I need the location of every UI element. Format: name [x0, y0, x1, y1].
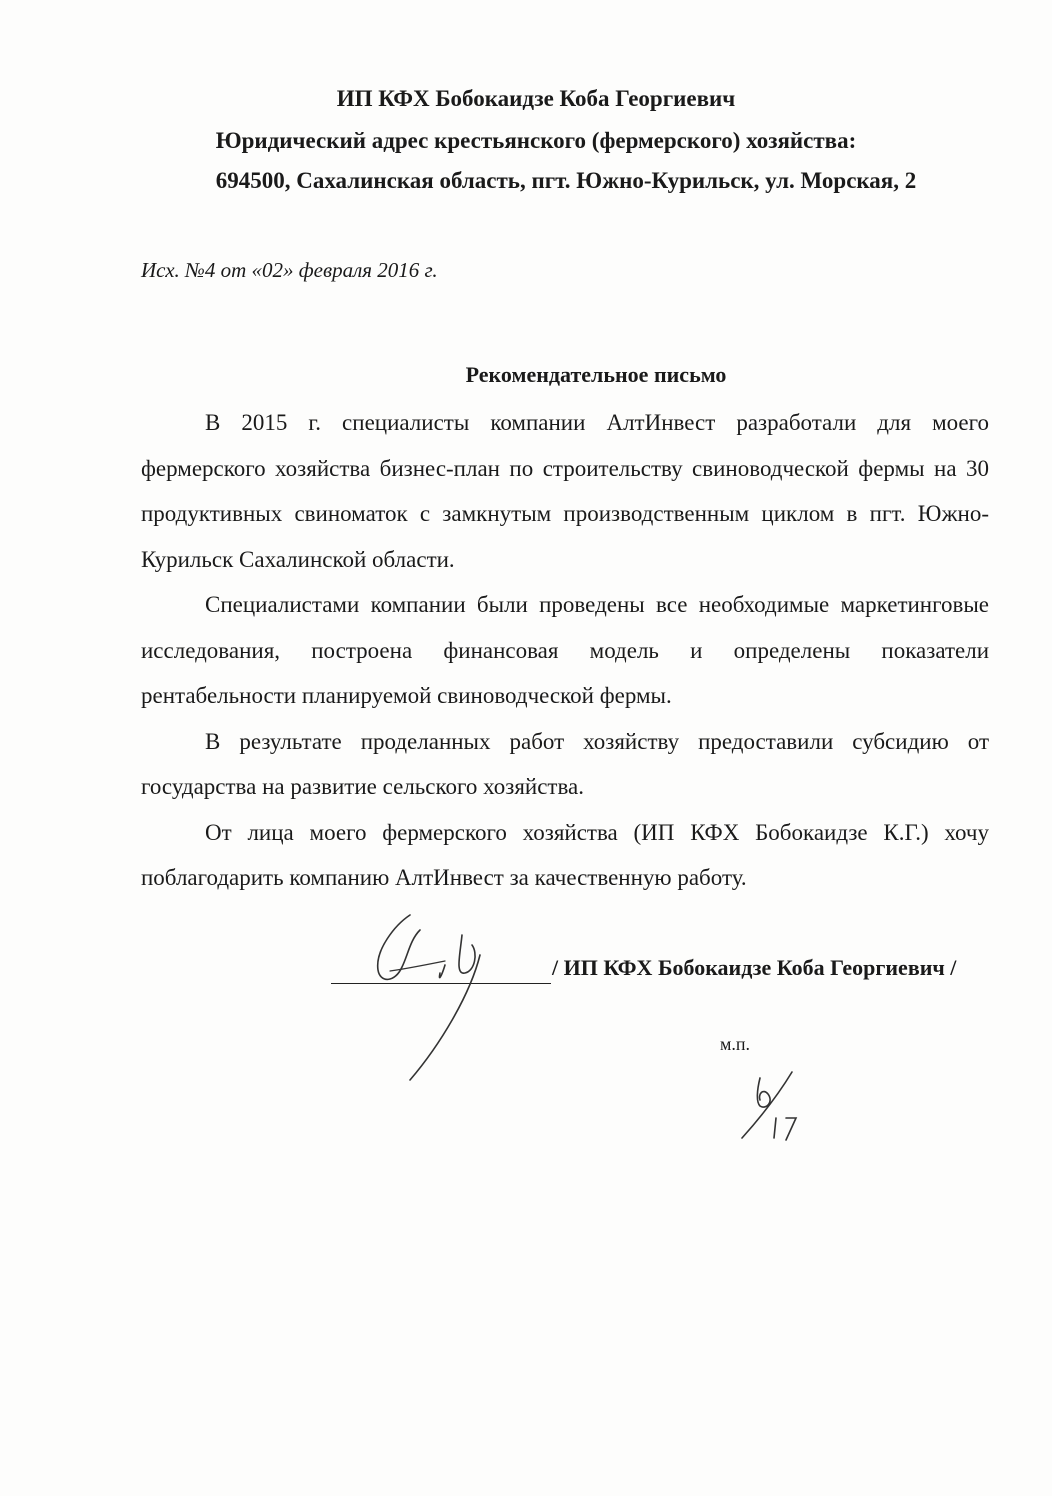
legal-address: 694500, Сахалинская область, пгт. Южно-Курильск, ул. Морская, 2 [215, 168, 917, 193]
address-label: Юридический адрес крестьянского (фермерского) хозяйства: [215, 128, 857, 153]
outgoing-reference: Исх. №4 от «02» февраля 2016 г. [141, 258, 438, 282]
paragraph: В 2015 г. специалисты компании АлтИнвест разработали для моего фермерского хозяйства бизнес-план по строительству свиноводческой фермы на 30 продуктивных свиноматок с замкнутым производственным циклом в пгт. Южно-Курильск Сахалинской области. [141, 410, 989, 572]
signatory-caption: / ИП КФХ Бобокаидзе Коба Георгиевич / [552, 955, 957, 980]
handwritten-signature [350, 895, 510, 1095]
paragraph: От лица моего фермерского хозяйства (ИП КФХ Бобокаидзе К.Г.) хочу поблагодарить компанию АлтИнвест за качественную работу. [141, 819, 989, 890]
paragraph: Специалистами компании были проведены все необходимые маркетинговые исследования, построена финансовая модель и определены показатели рентабельности планируемой свиноводческой фермы. [141, 592, 989, 708]
paragraph: В результате проделанных работ хозяйству предоставили субсидию от государства на развитие сельского хозяйства. [141, 728, 989, 799]
letter-body [141, 400, 989, 901]
organization-name: ИП КФХ Бобокаидзе Коба Георгиевич [336, 86, 736, 111]
stamp-place-label: м.п. [720, 1034, 751, 1054]
letter-title: Рекомендательное письмо [465, 362, 727, 387]
handwritten-note [730, 1060, 830, 1150]
